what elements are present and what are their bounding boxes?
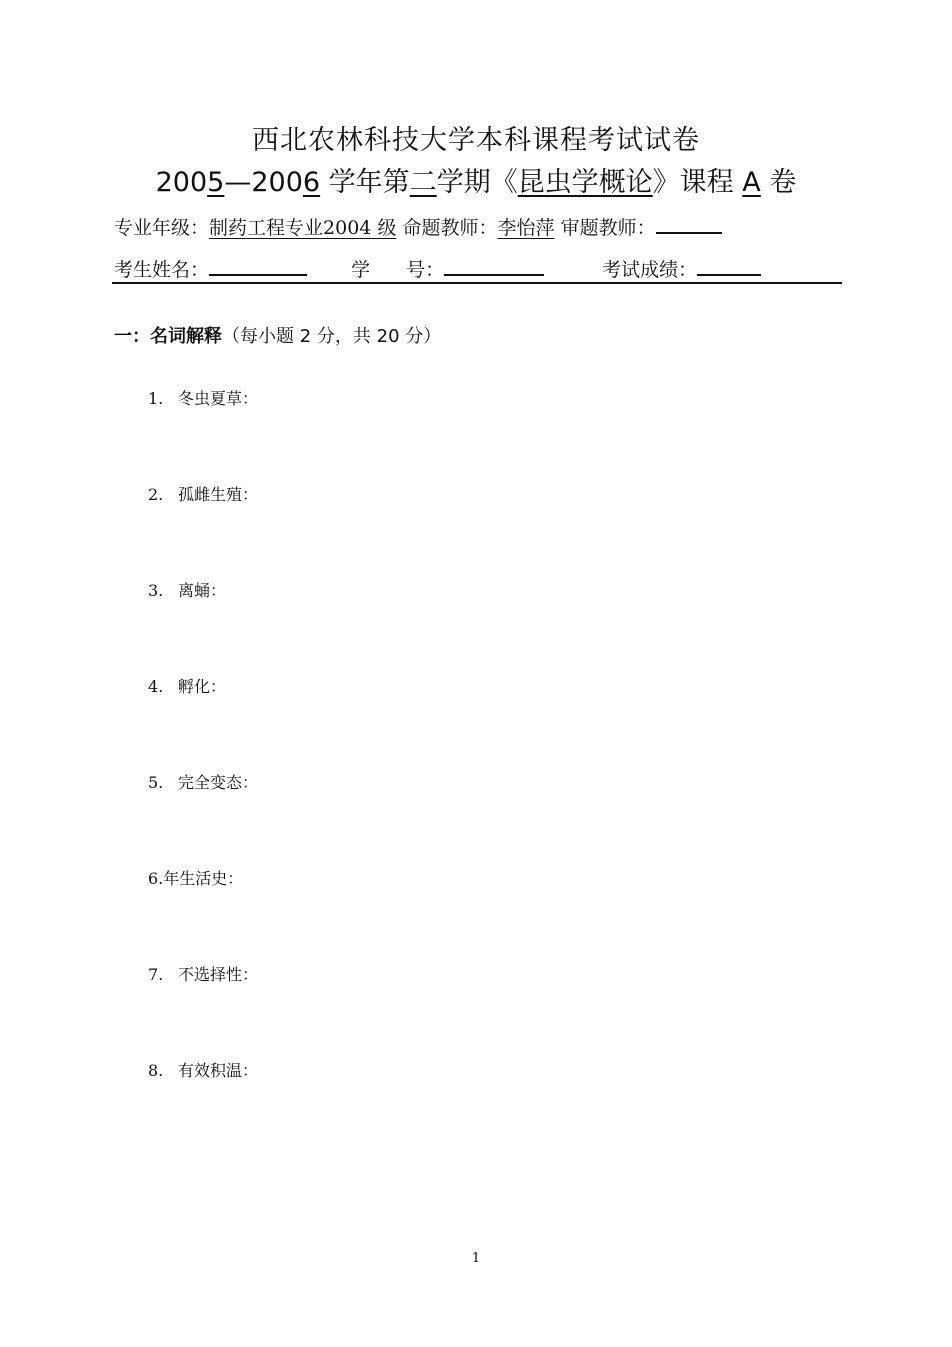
section-heading <box>114 322 441 348</box>
question-item <box>148 1060 258 1156</box>
id-blank[interactable] <box>444 270 544 276</box>
major-value-year: 2004 <box>323 217 372 239</box>
question-item <box>148 772 258 868</box>
year-start-digit: 5 <box>207 167 225 198</box>
question-text: 孵化： <box>178 677 227 696</box>
year-end-prefix: 200 <box>251 167 303 198</box>
id-label-a: 学 <box>351 259 371 281</box>
name-label: 考生姓名： <box>114 259 210 281</box>
info-row-student <box>114 255 761 282</box>
year-suffix: 学年第 <box>328 167 410 198</box>
major-label: 专业年级： <box>114 217 210 239</box>
question-number: 5. <box>148 773 164 792</box>
page-number: 1 <box>471 1251 481 1266</box>
question-number: 8. <box>148 1061 164 1080</box>
question-text: 不选择性： <box>178 965 259 984</box>
id-label-b: 号： <box>406 259 445 281</box>
question-item <box>148 484 258 580</box>
question-number: 6. <box>148 869 164 888</box>
year-end-digit: 6 <box>302 167 321 198</box>
header-divider <box>112 282 842 284</box>
name-blank[interactable] <box>209 270 307 276</box>
reviewer-blank[interactable] <box>656 228 722 234</box>
section-title: 名词解释 <box>150 326 222 347</box>
question-list <box>148 388 258 1156</box>
question-text: 冬虫夏草： <box>178 389 259 408</box>
question-item <box>148 580 258 676</box>
section-note: （每小题 2 分，共 20 分） <box>222 326 442 347</box>
semester-value: 二 <box>409 167 437 198</box>
semester-suffix: 学期《 <box>436 167 518 198</box>
major-value-name: 制药工程专业 <box>209 217 324 239</box>
question-text: 有效积温： <box>178 1061 259 1080</box>
exam-title <box>0 160 952 199</box>
question-number: 1. <box>148 389 164 408</box>
course-suffix: 》课程 <box>652 167 734 198</box>
setter-value: 李怡萍 <box>497 217 555 239</box>
question-number: 2. <box>148 485 164 504</box>
year-start-prefix: 200 <box>155 167 208 198</box>
year-dash: — <box>224 167 252 198</box>
question-text: 孤雌生殖： <box>178 485 259 504</box>
question-item <box>148 388 258 484</box>
question-number: 3. <box>148 581 164 600</box>
question-number: 7. <box>148 965 164 984</box>
question-item <box>148 964 258 1060</box>
major-value-level: 级 <box>377 217 397 239</box>
paper-suffix: 卷 <box>769 167 797 198</box>
question-item <box>148 868 258 964</box>
question-text: 年生活史： <box>163 869 244 888</box>
info-row-major <box>114 213 722 240</box>
question-number: 4. <box>148 677 164 696</box>
setter-label: 命题教师： <box>402 217 498 239</box>
reviewer-label: 审题教师： <box>560 217 656 239</box>
score-label: 考试成绩： <box>602 259 698 281</box>
score-blank[interactable] <box>697 270 761 276</box>
major-value <box>209 217 396 239</box>
course-name: 昆虫学概论 <box>517 167 653 198</box>
paper-version: A <box>742 167 761 198</box>
section-prefix: 一： <box>114 326 150 347</box>
university-title: 西北农林科技大学本科课程考试试卷 <box>252 125 700 156</box>
question-text: 离蛹： <box>178 581 227 600</box>
question-item <box>148 676 258 772</box>
question-text: 完全变态： <box>178 773 259 792</box>
